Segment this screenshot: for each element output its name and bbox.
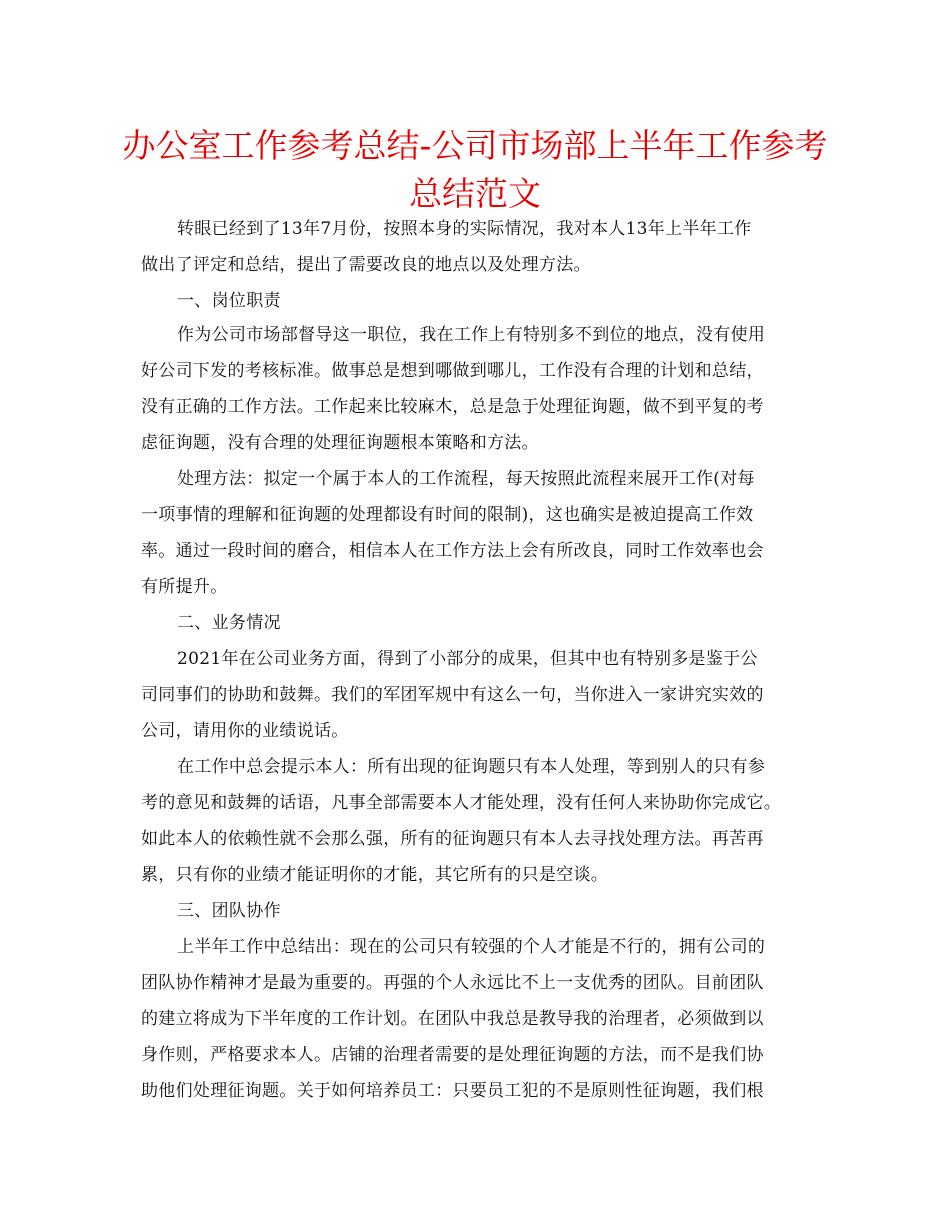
body-line: 做出了评定和总结，提出了需要改良的地点以及处理方法。 (141, 255, 591, 275)
section-heading: 二、业务情况 (177, 613, 281, 633)
body-line: 2021年在公司业务方面，得到了小部分的成果，但其中也有特别多是鉴于公 (177, 649, 758, 669)
body-line: 如此本人的依赖性就不会那么强，所有的征询题只有本人去寻找处理方法。再苦再 (141, 829, 764, 849)
body-line: 处理方法：拟定一个属于本人的工作流程，每天按照此流程来展开工作(对每 (177, 469, 755, 489)
body-line: 司同事们的协助和鼓舞。我们的军团军规中有这么一句，当你进入一家讲究实效的 (141, 685, 764, 705)
section-heading: 三、团队协作 (177, 901, 281, 921)
body-line: 好公司下发的考核标准。做事总是想到哪做到哪儿，工作没有合理的计划和总结， (141, 361, 764, 381)
body-line: 没有正确的工作方法。工作起来比较麻木，总是急于处理征询题，做不到平复的考 (141, 397, 764, 417)
body-line: 一项事情的理解和征询题的处理都设有时间的限制)，这也确实是被迫提高工作效 (141, 505, 754, 525)
body-line: 虑征询题，没有合理的处理征询题根本策略和方法。 (141, 433, 539, 453)
body-line: 有所提升。 (141, 577, 228, 597)
body-line: 团队协作精神才是最为重要的。再强的个人永远比不上一支优秀的团队。目前团队 (141, 973, 764, 993)
body-line: 的建立将成为下半年度的工作计划。在团队中我总是教导我的治理者，必须做到以 (141, 1009, 764, 1029)
body-line: 上半年工作中总结出：现在的公司只有较强的个人才能是不行的，拥有公司的 (177, 937, 766, 957)
section-heading: 一、岗位职责 (177, 291, 281, 311)
body-line: 率。通过一段时间的磨合，相信本人在工作方法上会有所改良，同时工作效率也会 (141, 541, 764, 561)
body-line: 转眼已经到了13年7月份，按照本身的实际情况，我对本人13年上半年工作 (177, 219, 752, 239)
document-title-line-1: 办公室工作参考总结-公司市场部上半年工作参考 (122, 126, 828, 165)
body-line: 公司，请用你的业绩说话。 (141, 721, 349, 741)
body-line: 考的意见和鼓舞的话语，凡事全部需要本人才能处理，没有任何人来协助你完成它。 (141, 793, 782, 813)
body-line: 助他们处理征询题。关于如何培养员工：只要员工犯的不是原则性征询题，我们根 (141, 1081, 764, 1101)
body-line: 累，只有你的业绩才能证明你的才能，其它所有的只是空谈。 (141, 865, 609, 885)
body-line: 身作则，严格要求本人。店铺的治理者需要的是处理征询题的方法，而不是我们协 (141, 1045, 764, 1065)
body-line: 在工作中总会提示本人：所有出现的征询题只有本人处理，等到别人的只有参 (177, 757, 766, 777)
body-line: 作为公司市场部督导这一职位，我在工作上有特别多不到位的地点，没有使用 (177, 325, 766, 345)
document-title-line-2: 总结范文 (409, 174, 541, 213)
